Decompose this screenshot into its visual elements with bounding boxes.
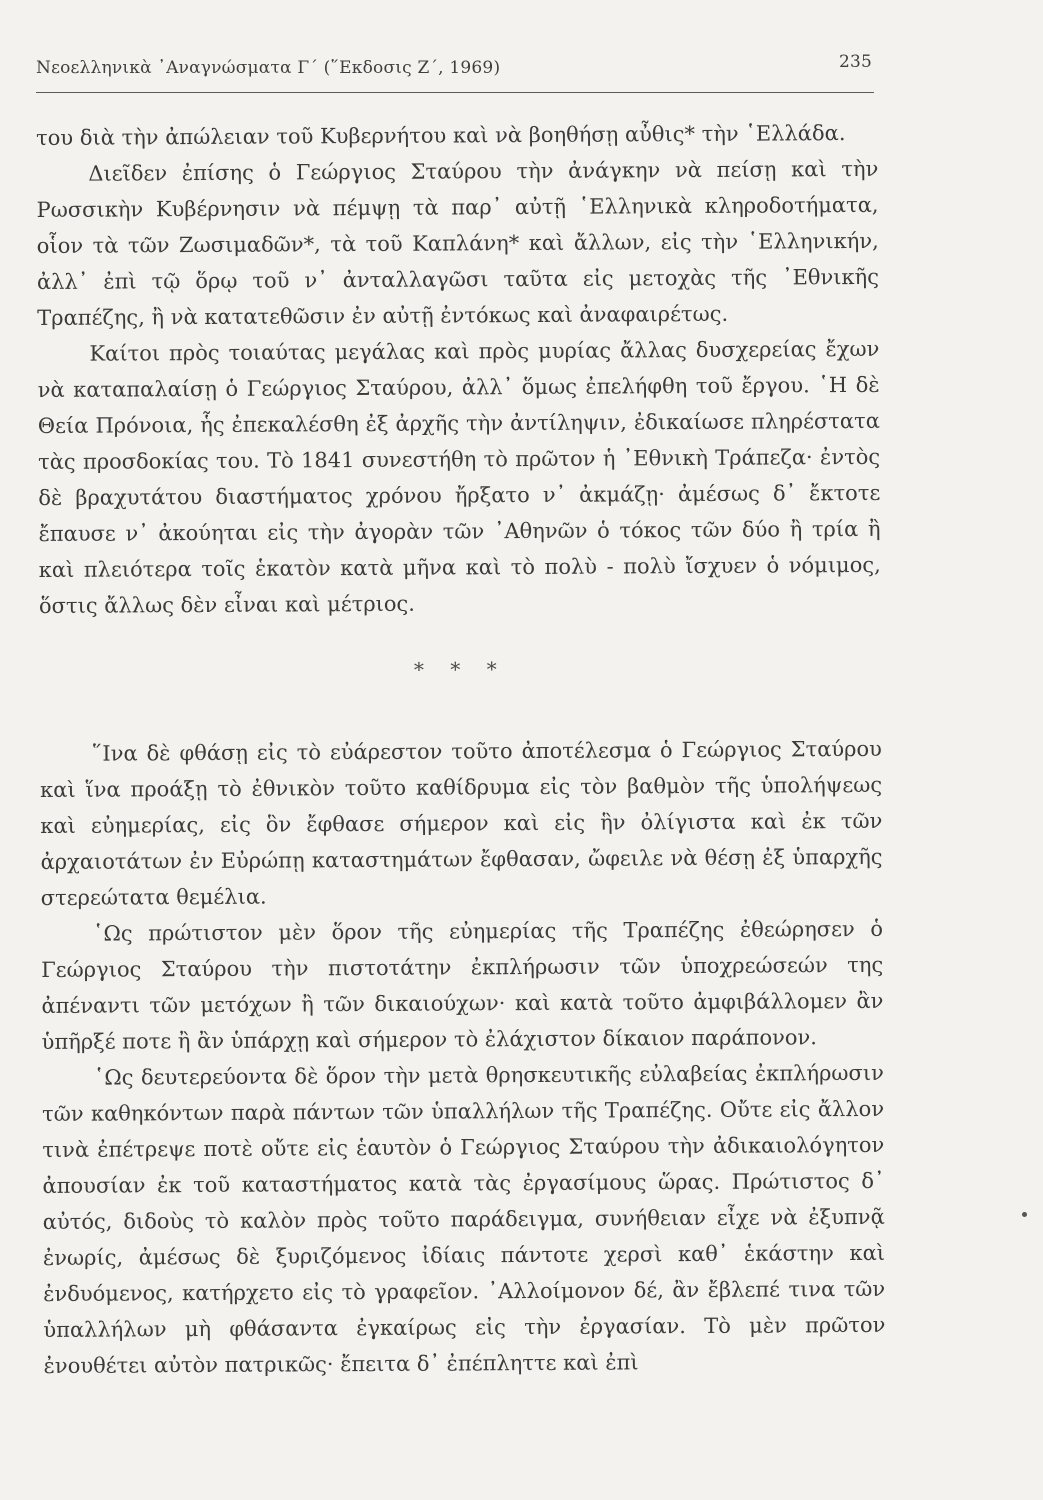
paragraph: του διὰ τὴν ἀπώλειαν τοῦ Κυβερνήτου καὶ νὰ βοηθήσῃ αὖθις* τὴν ῾Ελλάδα.	[36, 121, 846, 150]
running-header	[36, 52, 872, 88]
header-rule	[36, 92, 874, 93]
print-mark	[1022, 1212, 1027, 1217]
paragraph: Καίτοι πρὸς τοιαύτας μεγάλας καὶ πρὸς μυρίας ἄλλας δυσχερείας ἔχων νὰ καταπαλαίσῃ ὁ Γεώργιος Σταύρου, ἀλλ᾿ ὅμως ἐπελήφθη τοῦ ἔργου. ῾Η δὲ Θεία Πρόνοια, ἧς ἐπεκαλέσθη ἐξ ἀρχῆς τὴν ἀντίληψιν, ἐδικαίωσε πληρέστατα τὰς προσδοκίας του. Τὸ 1841 συνεστήθη τὸ πρῶτον ἡ ᾿Εθνικὴ Τράπεζα· ἐντὸς δὲ βραχυτάτου διαστήματος χρόνου ἤρξατο ν᾿ ἀκμάζῃ· ἀμέσως δ᾿ ἔκτοτε ἔπαυσε ν᾿ ἀκούηται εἰς τὴν ἀγορὰν τῶν ᾿Αθηνῶν ὁ τόκος τῶν δύο ἢ τρία ἢ καὶ πλειότερα τοῖς ἑκατὸν κατὰ μῆνα καὶ τὸ πολὺ - πολὺ ἴσχυεν ὁ νόμιμος, ὅστις ἄλλως δὲν εἶναι καὶ μέτριος.	[37, 336, 881, 618]
body-text	[36, 115, 886, 1384]
paragraph: ῾Ως δευτερεύοντα δὲ ὅρον τὴν μετὰ θρησκευτικῆς εὐλαβείας ἐκπλήρωσιν τῶν καθηκόντων παρὰ πάντων τῶν ὑπαλλήλων τῆς Τραπέζης. Οὔτε εἰς ἄλλον τινὰ ἐπέτρεψε ποτὲ οὔτε εἰς ἑαυτὸν ὁ Γεώργιος Σταύρου τὴν ἀδικαιολόγητον ἀπουσίαν ἐκ τοῦ καταστήματος κατὰ τὰς ἐργασίμους ὥρας. Πρώτιστος δ᾿ αὐτός, διδοὺς τὸ καλὸν πρὸς τοῦτο παράδειγμα, συνήθειαν εἶχε νὰ ἐξυπνᾷ ἐνωρίς, ἀμέσως δὲ ξυριζόμενος ἰδίαις πάντοτε χερσὶ καθ᾿ ἑκάστην καὶ ἐνδυόμενος, κατήρχετο εἰς τὸ γραφεῖον. ᾿Αλλοίμονον δέ, ἂν ἔβλεπέ τινα τῶν ὑπαλλήλων μὴ φθάσαντα ἐγκαίρως εἰς τὴν ἐργασίαν. Τὸ μὲν πρῶτον ἐνουθέτει αὐτὸν πατρικῶς· ἔπειτα δ᾿ ἐπέπληττε καὶ ἐπὶ	[41, 1060, 886, 1378]
paragraph: Διεῖδεν ἐπίσης ὁ Γεώργιος Σταύρου τὴν ἀνάγκην νὰ πείσῃ καὶ τὴν Ρωσσικὴν Κυβέρνησιν νὰ πέμψῃ τὰ παρ᾿ αὐτῇ ῾Ελληνικὰ κληροδοτήματα, οἷον τὰ τῶν Ζωσιμαδῶν*, τὰ τοῦ Καπλάνη* καὶ ἄλλων, εἰς τὴν ῾Ελληνικήν, ἀλλ᾿ ἐπὶ τῷ ὅρῳ τοῦ ν᾿ ἀνταλλαγῶσι ταῦτα εἰς μετοχὰς τῆς ᾿Εθνικῆς Τραπέζης, ἢ νὰ κατατεθῶσιν ἐν αὐτῇ ἐντόκως καὶ ἀναφαιρέτως.	[36, 156, 880, 330]
page-number: 235	[838, 52, 872, 72]
paragraph: ῾Ως πρώτιστον μὲν ὅρον τῆς εὐημερίας τῆς Τραπέζης ἐθεώρησεν ὁ Γεώργιος Σταύρου τὴν πιστοτάτην ἐκπλήρωσιν τῶν ὑποχρεώσεών της ἀπέναντι τῶν μετόχων ἢ τῶν δικαιούχων· καὶ κατὰ τοῦτο ἀμφιβάλλομεν ἂν ὑπῆρξέ ποτε ἢ ἂν ὑπάρχῃ καὶ σήμερον τὸ ἐλάχιστον δίκαιον παράπονον.	[41, 916, 884, 1054]
paragraph: ῞Ινα δὲ φθάσῃ εἰς τὸ εὐάρεστον τοῦτο ἀποτέλεσμα ὁ Γεώργιος Σταύρου καὶ ἵνα προάξῃ τὸ ἐθνικὸν τοῦτο καθίδρυμα εἰς τὸν βαθμὸν τῆς ὑπολήψεως καὶ εὐημερίας, εἰς ὃν ἔφθασε σήμερον καὶ εἰς ἣν ὀλίγιστα καὶ ἐκ τῶν ἀρχαιοτάτων ἐν Εὐρώπῃ καταστημάτων ἔφθασαν, ὤφειλε νὰ θέσῃ ἐξ ὑπαρχῆς στερεώτατα θεμέλια.	[40, 736, 883, 910]
section-separator: * * *	[413, 657, 507, 682]
book-title: Νεοελληνικὰ ᾿Αναγνώσματα Γ΄ (῞Εκδοσις Ζ΄, 1969)	[36, 58, 501, 78]
